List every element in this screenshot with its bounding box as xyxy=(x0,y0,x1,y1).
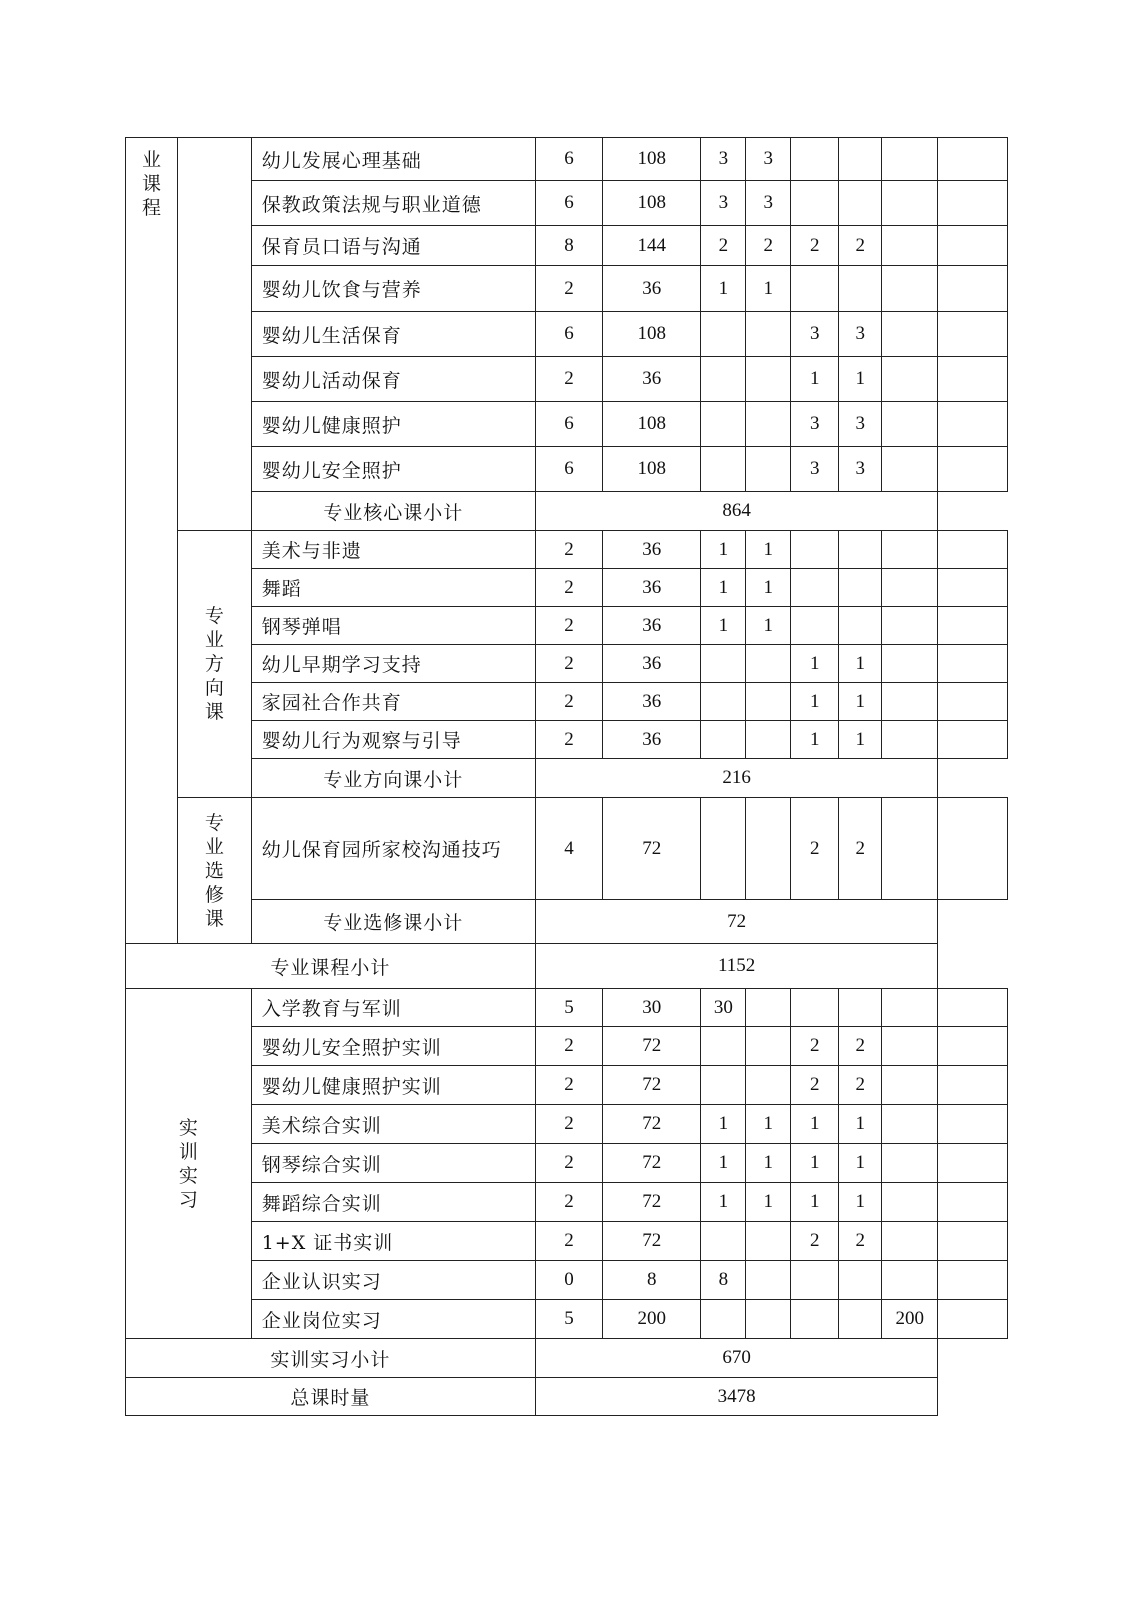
course-hours: 30 xyxy=(603,989,701,1027)
course-s1 xyxy=(701,798,746,900)
category-label: 专业选修课 xyxy=(204,811,224,930)
course-s3: 2 xyxy=(791,1066,839,1105)
course-credits: 5 xyxy=(535,989,602,1027)
course-s6 xyxy=(938,138,1008,181)
course-s2 xyxy=(746,312,791,357)
course-s2 xyxy=(746,1066,791,1105)
course-credits: 2 xyxy=(535,1183,602,1222)
course-hours: 72 xyxy=(603,1105,701,1144)
course-s5 xyxy=(882,569,938,607)
course-s1 xyxy=(701,683,746,721)
course-name: 企业认识实习 xyxy=(251,1261,535,1300)
course-s3 xyxy=(791,266,839,312)
course-s4: 2 xyxy=(839,226,882,266)
course-name: 婴幼儿安全照护实训 xyxy=(251,1027,535,1066)
course-name: 企业岗位实习 xyxy=(251,1300,535,1339)
course-credits: 2 xyxy=(535,266,602,312)
course-name: 1+X 证书实训 xyxy=(251,1222,535,1261)
course-s3: 2 xyxy=(791,226,839,266)
course-name: 婴幼儿健康照护 xyxy=(251,402,535,447)
course-s1: 30 xyxy=(701,989,746,1027)
course-s6 xyxy=(938,226,1008,266)
subtotal-row xyxy=(126,492,1008,531)
course-s2: 1 xyxy=(746,607,791,645)
course-s5 xyxy=(882,531,938,569)
table-row xyxy=(126,226,1008,266)
course-s3: 1 xyxy=(791,1144,839,1183)
course-hours: 72 xyxy=(603,1183,701,1222)
course-s2: 1 xyxy=(746,1183,791,1222)
course-s1: 2 xyxy=(701,226,746,266)
category-label: 实训实习 xyxy=(178,1116,198,1211)
subtotal-value: 1152 xyxy=(535,944,938,989)
course-s5 xyxy=(882,266,938,312)
course-s5 xyxy=(882,721,938,759)
course-hours: 72 xyxy=(603,1066,701,1105)
course-s6 xyxy=(938,569,1008,607)
course-s6 xyxy=(938,798,1008,900)
course-name: 婴幼儿生活保育 xyxy=(251,312,535,357)
course-s2: 3 xyxy=(746,181,791,226)
course-credits: 2 xyxy=(535,531,602,569)
course-s2 xyxy=(746,402,791,447)
course-s2 xyxy=(746,1261,791,1300)
course-credits: 2 xyxy=(535,1027,602,1066)
course-s6 xyxy=(938,312,1008,357)
subtotal-row xyxy=(126,944,1008,989)
course-hours: 144 xyxy=(603,226,701,266)
course-name: 入学教育与军训 xyxy=(251,989,535,1027)
course-credits: 2 xyxy=(535,1066,602,1105)
course-s3 xyxy=(791,569,839,607)
course-s4: 1 xyxy=(839,357,882,402)
course-s5 xyxy=(882,1027,938,1066)
course-s6 xyxy=(938,645,1008,683)
course-hours: 36 xyxy=(603,683,701,721)
table-row xyxy=(126,683,1008,721)
course-s2 xyxy=(746,645,791,683)
course-s4 xyxy=(839,531,882,569)
course-s2: 1 xyxy=(746,569,791,607)
course-s4 xyxy=(839,138,882,181)
course-s4: 1 xyxy=(839,721,882,759)
subtotal-value: 72 xyxy=(535,900,938,944)
table-row xyxy=(126,1183,1008,1222)
course-s6 xyxy=(938,683,1008,721)
course-hours: 108 xyxy=(603,181,701,226)
course-s3: 2 xyxy=(791,1027,839,1066)
course-s2: 2 xyxy=(746,226,791,266)
course-s5 xyxy=(882,226,938,266)
category-professional-cell xyxy=(126,138,178,944)
course-s1: 1 xyxy=(701,266,746,312)
course-s2 xyxy=(746,989,791,1027)
course-s6 xyxy=(938,447,1008,492)
course-s6 xyxy=(938,1261,1008,1300)
course-credits: 6 xyxy=(535,138,602,181)
table-row xyxy=(126,402,1008,447)
course-hours: 36 xyxy=(603,266,701,312)
subtotal-value: 670 xyxy=(535,1339,938,1378)
category-core-cell xyxy=(178,138,252,531)
course-s3 xyxy=(791,181,839,226)
course-s4: 2 xyxy=(839,1027,882,1066)
course-s2: 1 xyxy=(746,531,791,569)
course-s1 xyxy=(701,645,746,683)
category-label: 专业方向课 xyxy=(204,605,224,723)
course-s2 xyxy=(746,1300,791,1339)
course-hours: 108 xyxy=(603,402,701,447)
course-credits: 2 xyxy=(535,1105,602,1144)
course-name: 婴幼儿活动保育 xyxy=(251,357,535,402)
course-s4 xyxy=(839,569,882,607)
course-name: 钢琴弹唱 xyxy=(251,607,535,645)
course-s5 xyxy=(882,607,938,645)
course-s3 xyxy=(791,138,839,181)
course-s4: 1 xyxy=(839,1183,882,1222)
course-name: 婴幼儿安全照护 xyxy=(251,447,535,492)
course-s1 xyxy=(701,357,746,402)
course-s1 xyxy=(701,402,746,447)
table-row xyxy=(126,447,1008,492)
course-credits: 2 xyxy=(535,645,602,683)
course-credits: 5 xyxy=(535,1300,602,1339)
course-s1: 3 xyxy=(701,138,746,181)
course-s2 xyxy=(746,683,791,721)
course-s3 xyxy=(791,1261,839,1300)
table-row xyxy=(126,312,1008,357)
course-s6 xyxy=(938,1144,1008,1183)
course-s5 xyxy=(882,1144,938,1183)
table-row xyxy=(126,721,1008,759)
course-s2 xyxy=(746,357,791,402)
course-s4: 1 xyxy=(839,1105,882,1144)
course-s6 xyxy=(938,1066,1008,1105)
course-s6 xyxy=(938,402,1008,447)
subtotal-row xyxy=(126,759,1008,798)
course-hours: 36 xyxy=(603,569,701,607)
course-hours: 72 xyxy=(603,1144,701,1183)
course-s5 xyxy=(882,798,938,900)
course-hours: 36 xyxy=(603,721,701,759)
course-hours: 36 xyxy=(603,357,701,402)
course-s3: 1 xyxy=(791,683,839,721)
table-row xyxy=(126,1261,1008,1300)
course-name: 婴幼儿饮食与营养 xyxy=(251,266,535,312)
course-s3 xyxy=(791,989,839,1027)
course-s6 xyxy=(938,1105,1008,1144)
table-row xyxy=(126,989,1008,1027)
course-s1 xyxy=(701,721,746,759)
course-s4: 1 xyxy=(839,1144,882,1183)
course-s4: 3 xyxy=(839,312,882,357)
subtotal-label: 实训实习小计 xyxy=(126,1339,536,1378)
course-name: 美术综合实训 xyxy=(251,1105,535,1144)
course-s2 xyxy=(746,1222,791,1261)
course-credits: 2 xyxy=(535,1222,602,1261)
course-name: 家园社合作共育 xyxy=(251,683,535,721)
course-s3: 3 xyxy=(791,402,839,447)
table-row xyxy=(126,181,1008,226)
course-s4: 2 xyxy=(839,798,882,900)
course-credits: 8 xyxy=(535,226,602,266)
course-s1: 1 xyxy=(701,531,746,569)
course-s5 xyxy=(882,181,938,226)
course-s1 xyxy=(701,447,746,492)
course-s4: 2 xyxy=(839,1066,882,1105)
course-s2: 1 xyxy=(746,1105,791,1144)
subtotal-label: 总课时量 xyxy=(126,1378,536,1416)
table-row xyxy=(126,1222,1008,1261)
course-credits: 2 xyxy=(535,569,602,607)
course-s5 xyxy=(882,1261,938,1300)
course-s4: 2 xyxy=(839,1222,882,1261)
course-s6 xyxy=(938,1027,1008,1066)
course-credits: 2 xyxy=(535,683,602,721)
table-row xyxy=(126,1105,1008,1144)
course-s5 xyxy=(882,312,938,357)
course-hours: 108 xyxy=(603,312,701,357)
course-s3: 1 xyxy=(791,1183,839,1222)
course-s4 xyxy=(839,607,882,645)
course-name: 保教政策法规与职业道德 xyxy=(251,181,535,226)
course-credits: 2 xyxy=(535,721,602,759)
course-s1: 1 xyxy=(701,1183,746,1222)
table-row xyxy=(126,1300,1008,1339)
course-s4 xyxy=(839,1300,882,1339)
course-s6 xyxy=(938,531,1008,569)
course-credits: 4 xyxy=(535,798,602,900)
table-row xyxy=(126,1144,1008,1183)
course-s1: 1 xyxy=(701,607,746,645)
course-s5 xyxy=(882,1183,938,1222)
course-s1: 1 xyxy=(701,1105,746,1144)
course-s3: 3 xyxy=(791,447,839,492)
category-elective-cell xyxy=(178,798,252,944)
course-s6 xyxy=(938,357,1008,402)
course-s3 xyxy=(791,607,839,645)
course-name: 婴幼儿健康照护实训 xyxy=(251,1066,535,1105)
table-row xyxy=(126,1066,1008,1105)
course-s5 xyxy=(882,645,938,683)
course-s2: 3 xyxy=(746,138,791,181)
course-s1 xyxy=(701,1222,746,1261)
course-credits: 2 xyxy=(535,607,602,645)
subtotal-row xyxy=(126,1339,1008,1378)
course-s6 xyxy=(938,1183,1008,1222)
course-s5 xyxy=(882,1222,938,1261)
table-row xyxy=(126,607,1008,645)
course-name: 幼儿发展心理基础 xyxy=(251,138,535,181)
course-s2 xyxy=(746,447,791,492)
course-s1: 1 xyxy=(701,1144,746,1183)
category-direction-cell xyxy=(178,531,252,798)
course-s5 xyxy=(882,402,938,447)
course-s2 xyxy=(746,798,791,900)
course-s5 xyxy=(882,138,938,181)
course-s5 xyxy=(882,1105,938,1144)
course-hours: 72 xyxy=(603,1222,701,1261)
course-name: 幼儿早期学习支持 xyxy=(251,645,535,683)
subtotal-label: 专业核心课小计 xyxy=(251,492,535,531)
course-credits: 6 xyxy=(535,402,602,447)
course-s6 xyxy=(938,989,1008,1027)
course-s6 xyxy=(938,266,1008,312)
course-s1: 8 xyxy=(701,1261,746,1300)
course-name: 幼儿保育园所家校沟通技巧 xyxy=(251,798,535,900)
course-s3: 2 xyxy=(791,1222,839,1261)
course-hours: 36 xyxy=(603,607,701,645)
course-s5 xyxy=(882,1066,938,1105)
course-hours: 72 xyxy=(603,1027,701,1066)
subtotal-label: 专业选修课小计 xyxy=(251,900,535,944)
course-s6 xyxy=(938,1300,1008,1339)
course-s1 xyxy=(701,1066,746,1105)
course-s2 xyxy=(746,721,791,759)
course-name: 保育员口语与沟通 xyxy=(251,226,535,266)
course-s3 xyxy=(791,1300,839,1339)
category-practice-cell xyxy=(126,989,252,1339)
course-s1 xyxy=(701,1300,746,1339)
course-s4: 1 xyxy=(839,645,882,683)
subtotal-value: 216 xyxy=(535,759,938,798)
table-row xyxy=(126,1027,1008,1066)
table-row xyxy=(126,569,1008,607)
course-s5 xyxy=(882,989,938,1027)
course-credits: 2 xyxy=(535,357,602,402)
course-hours: 8 xyxy=(603,1261,701,1300)
course-s4: 1 xyxy=(839,683,882,721)
course-name: 舞蹈综合实训 xyxy=(251,1183,535,1222)
course-name: 钢琴综合实训 xyxy=(251,1144,535,1183)
course-s3: 1 xyxy=(791,721,839,759)
subtotal-label: 专业方向课小计 xyxy=(251,759,535,798)
course-s6 xyxy=(938,721,1008,759)
course-name: 舞蹈 xyxy=(251,569,535,607)
course-s3: 2 xyxy=(791,798,839,900)
course-credits: 6 xyxy=(535,312,602,357)
course-s1: 1 xyxy=(701,569,746,607)
course-credits: 2 xyxy=(535,1144,602,1183)
course-credits: 6 xyxy=(535,181,602,226)
course-hours: 36 xyxy=(603,645,701,683)
subtotal-value: 3478 xyxy=(535,1378,938,1416)
subtotal-row xyxy=(126,900,1008,944)
course-s5 xyxy=(882,683,938,721)
course-s5: 200 xyxy=(882,1300,938,1339)
course-s2 xyxy=(746,1027,791,1066)
course-name: 婴幼儿行为观察与引导 xyxy=(251,721,535,759)
course-s4 xyxy=(839,181,882,226)
course-credits: 6 xyxy=(535,447,602,492)
course-s4: 3 xyxy=(839,402,882,447)
subtotal-row xyxy=(126,1378,1008,1416)
course-s5 xyxy=(882,447,938,492)
table-row xyxy=(126,138,1008,181)
course-s1: 3 xyxy=(701,181,746,226)
course-s3: 1 xyxy=(791,1105,839,1144)
course-s3: 1 xyxy=(791,645,839,683)
course-s2: 1 xyxy=(746,1144,791,1183)
table-row xyxy=(126,266,1008,312)
course-hours: 108 xyxy=(603,138,701,181)
subtotal-label: 专业课程小计 xyxy=(126,944,536,989)
course-s4 xyxy=(839,989,882,1027)
category-label: 业课程 xyxy=(142,149,162,219)
course-hours: 36 xyxy=(603,531,701,569)
curriculum-table xyxy=(125,137,1008,1416)
course-s4 xyxy=(839,266,882,312)
course-s3: 1 xyxy=(791,357,839,402)
course-s6 xyxy=(938,607,1008,645)
course-s5 xyxy=(882,357,938,402)
course-s3 xyxy=(791,531,839,569)
course-credits: 0 xyxy=(535,1261,602,1300)
table-row xyxy=(126,645,1008,683)
table-row xyxy=(126,798,1008,900)
course-hours: 108 xyxy=(603,447,701,492)
course-s6 xyxy=(938,1222,1008,1261)
table-row xyxy=(126,357,1008,402)
course-hours: 72 xyxy=(603,798,701,900)
course-s6 xyxy=(938,181,1008,226)
course-s4 xyxy=(839,1261,882,1300)
subtotal-value: 864 xyxy=(535,492,938,531)
course-s3: 3 xyxy=(791,312,839,357)
table-row xyxy=(126,531,1008,569)
course-hours: 200 xyxy=(603,1300,701,1339)
course-s4: 3 xyxy=(839,447,882,492)
course-s2: 1 xyxy=(746,266,791,312)
course-s1 xyxy=(701,312,746,357)
course-s1 xyxy=(701,1027,746,1066)
course-name: 美术与非遗 xyxy=(251,531,535,569)
